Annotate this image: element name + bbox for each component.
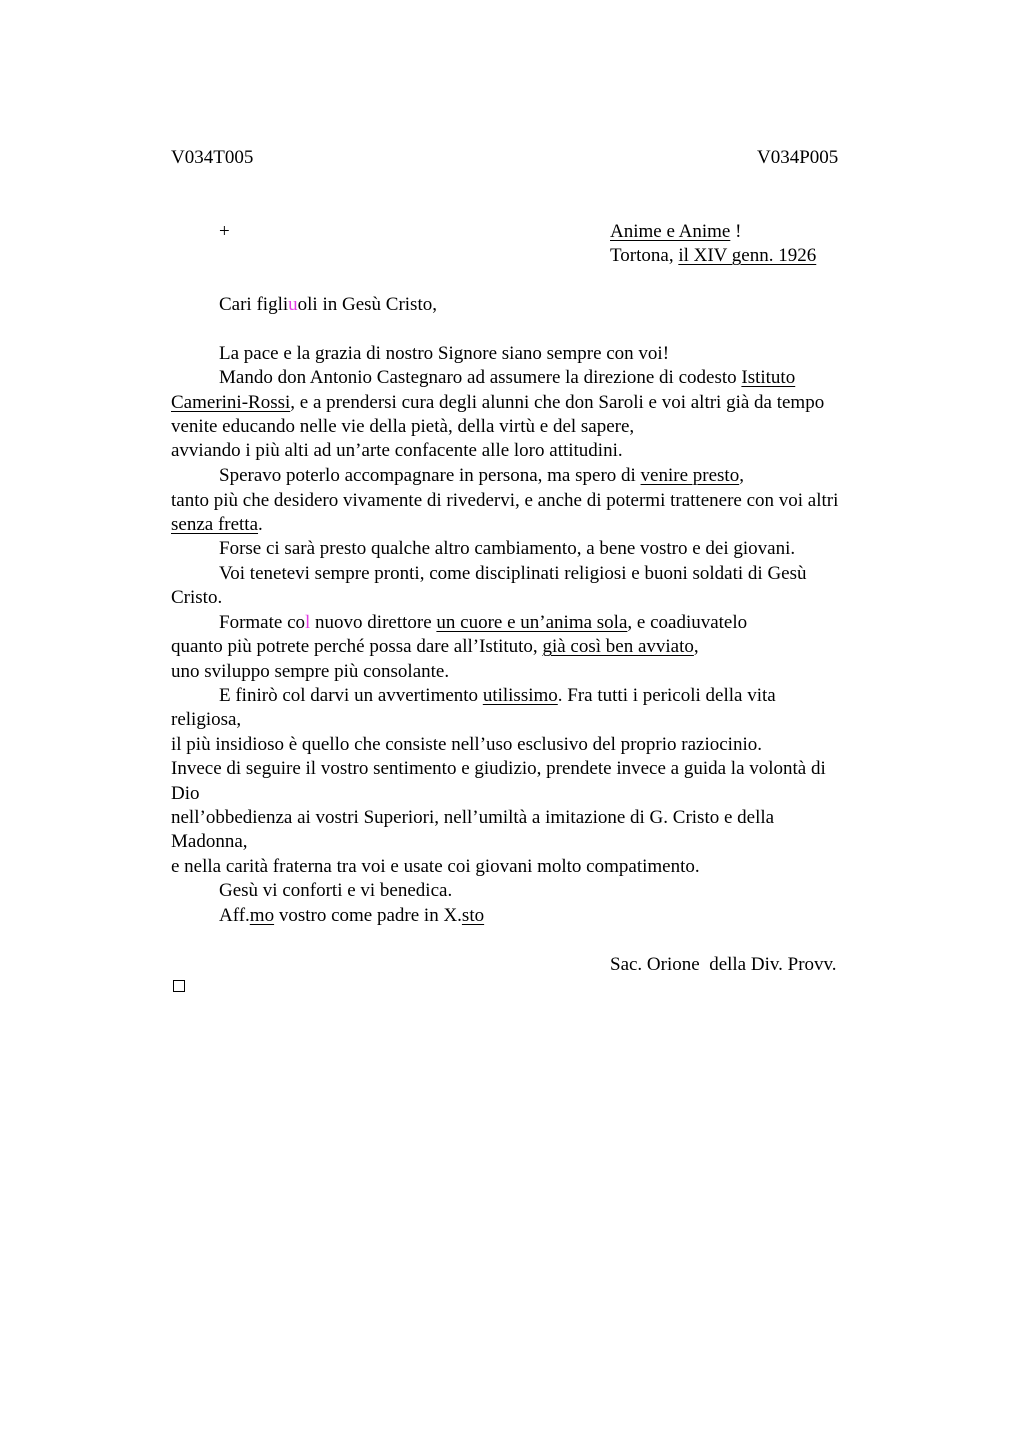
body-line: Gesù vi conforti e vi benedica. bbox=[219, 880, 453, 901]
heading-title-suffix: ! bbox=[730, 221, 742, 242]
body-line bbox=[171, 635, 699, 659]
salutation-part-2: oli in Gesù Cristo, bbox=[297, 294, 437, 315]
body-line: Voi tenetevi sempre pronti, come disciplinati religiosi e buoni soldati di Gesù bbox=[219, 563, 807, 584]
body-underlined: Camerini-Rossi bbox=[171, 392, 291, 413]
salutation-highlight: u bbox=[288, 294, 298, 315]
heading-title bbox=[610, 220, 741, 244]
body-line: Dio bbox=[171, 783, 200, 804]
body-line: uno sviluppo sempre più consolante. bbox=[171, 661, 450, 682]
body-line: il più insidioso è quello che consiste nell’uso esclusivo del proprio raziocinio. bbox=[171, 734, 762, 755]
heading-date-underlined: il XIV genn. 1926 bbox=[678, 245, 817, 266]
document-code-left: V034T005 bbox=[171, 147, 254, 168]
body-text: Aff. bbox=[219, 905, 250, 926]
body-line: Forse ci sarà presto qualche altro cambiamento, a bene vostro e dei giovani. bbox=[219, 538, 796, 559]
body-line: avviando i più alti ad un’arte confacente alle loro attitudini. bbox=[171, 440, 623, 461]
salutation bbox=[219, 293, 437, 317]
body-text: Speravo poterlo accompagnare in persona, ma spero di bbox=[219, 465, 641, 486]
body-highlight: l bbox=[305, 612, 311, 633]
body-text: vostro come padre in X. bbox=[274, 905, 462, 926]
body-underlined: venire presto bbox=[640, 465, 740, 486]
body-line bbox=[219, 366, 795, 390]
closing-line bbox=[219, 904, 484, 928]
body-line bbox=[171, 513, 263, 537]
body-text: quanto più potrete perché possa dare all’Istituto, bbox=[171, 636, 543, 657]
salutation-part-1: Cari figli bbox=[219, 294, 289, 315]
body-underlined: Istituto bbox=[741, 367, 796, 388]
signature: Sac. Orione della Div. Provv. bbox=[610, 954, 837, 975]
document-code-right: V034P005 bbox=[757, 147, 839, 168]
body-line: Madonna, bbox=[171, 831, 248, 852]
body-line bbox=[219, 611, 747, 635]
body-line: religiosa, bbox=[171, 709, 242, 730]
body-line bbox=[219, 464, 744, 488]
body-line: Cristo. bbox=[171, 587, 223, 608]
body-line: e nella carità fraterna tra voi e usate coi giovani molto compatimento. bbox=[171, 856, 700, 877]
body-text: E finirò col darvi un avvertimento bbox=[219, 685, 483, 706]
body-underlined: mo bbox=[249, 905, 275, 926]
checkbox-square bbox=[173, 980, 185, 992]
body-underlined: senza fretta bbox=[171, 514, 259, 535]
body-underlined: sto bbox=[461, 905, 485, 926]
heading-date-prefix: Tortona, bbox=[610, 245, 679, 266]
body-text: , bbox=[693, 636, 699, 657]
body-text: nuovo direttore bbox=[310, 612, 437, 633]
body-line: venite educando nelle vie della pietà, della virtù e del sapere, bbox=[171, 416, 635, 437]
cross-mark: + bbox=[219, 221, 230, 242]
body-text: Formate co bbox=[219, 612, 306, 633]
heading-title-underlined: Anime e Anime bbox=[610, 221, 731, 242]
body-line bbox=[171, 391, 824, 415]
body-text: . bbox=[258, 514, 263, 535]
body-line: La pace e la grazia di nostro Signore siano sempre con voi! bbox=[219, 343, 670, 364]
body-text: Mando don Antonio Castegnaro ad assumere la direzione di codesto bbox=[219, 367, 742, 388]
body-underlined: utilissimo bbox=[482, 685, 558, 706]
body-underlined: un cuore e un’anima sola bbox=[436, 612, 628, 633]
body-line: tanto più che desidero vivamente di rivedervi, e anche di potermi trattenere con voi altri bbox=[171, 490, 839, 511]
body-underlined: già così ben avviato bbox=[542, 636, 694, 657]
heading-date bbox=[610, 244, 816, 268]
body-text: , e a prendersi cura degli alunni che don Saroli e voi altri già da tempo bbox=[290, 392, 825, 413]
body-text: . Fra tutti i pericoli della vita bbox=[557, 685, 776, 706]
body-line bbox=[219, 684, 776, 708]
body-line: nell’obbedienza ai vostri Superiori, nell’umiltà a imitazione di G. Cristo e della bbox=[171, 807, 775, 828]
body-line: Invece di seguire il vostro sentimento e giudizio, prendete invece a guida la volontà di bbox=[171, 758, 826, 779]
body-text: , e coadiuvatelo bbox=[627, 612, 748, 633]
body-text: , bbox=[739, 465, 744, 486]
